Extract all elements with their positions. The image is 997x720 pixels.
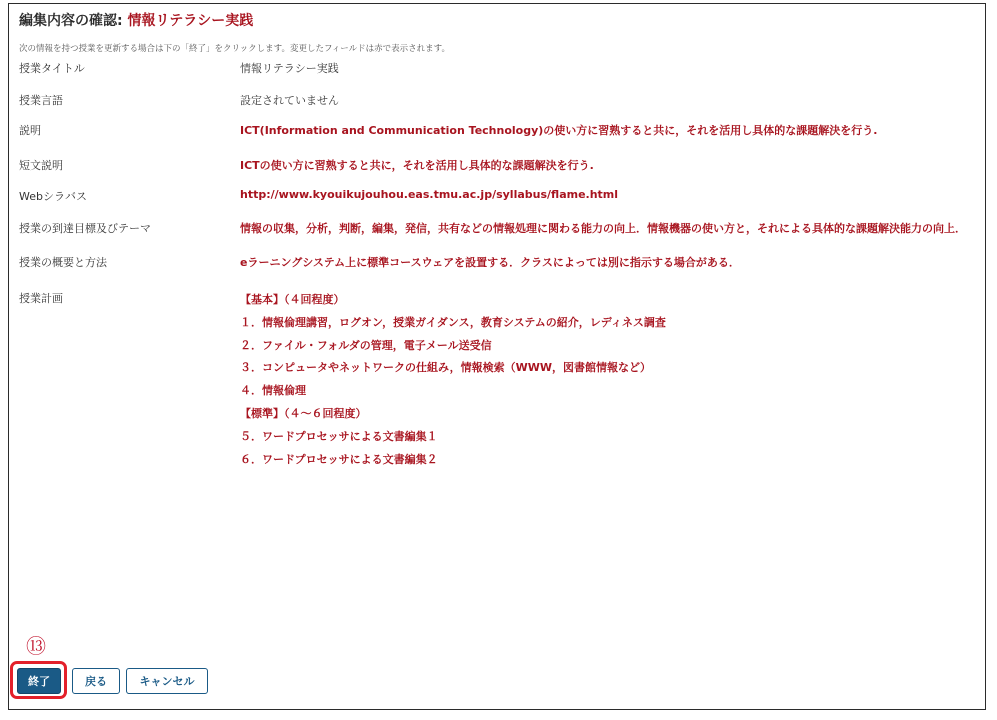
field-label: 授業の概要と方法 — [19, 256, 107, 269]
instruction-text: 次の情報を持つ授業を更新する場合は下の「終了」をクリックします。変更したフィールドは赤で表示されます。 — [19, 44, 450, 54]
list-item: 【標準】（４～６回程度） — [240, 406, 367, 420]
field-row-title — [19, 60, 979, 78]
field-row-goals — [19, 220, 979, 238]
field-label: 授業計画 — [19, 292, 63, 305]
field-label: 授業言語 — [19, 94, 63, 107]
list-item: ４．情報倫理 — [240, 384, 306, 398]
field-label: Webシラバス — [19, 190, 87, 203]
field-label: 授業の到達目標及びテーマ — [19, 222, 151, 235]
list-item: ２．ファイル・フォルダの管理，電子メール送受信 — [240, 338, 492, 352]
field-value: 情報の収集，分析，判断，編集，発信，共有などの情報処理に関わる能力の向上．情報機器の使い方と，それによる具体的な課題解決能力の向上． — [240, 222, 966, 235]
field-row-web-syllabus — [19, 188, 979, 206]
field-value: 情報リテラシー実践 — [240, 62, 339, 75]
lesson-plan-list — [240, 293, 666, 475]
list-item: ５．ワードプロセッサによる文書編集１ — [240, 429, 438, 443]
back-button[interactable]: 戻る — [72, 668, 120, 694]
field-row-overview — [19, 254, 979, 272]
field-value: ICTの使い方に習熟すると共に，それを活用し具体的な課題解決を行う. — [240, 159, 594, 172]
page-title-prefix: 編集内容の確認: — [19, 13, 128, 29]
list-item: ３．コンピュータやネットワークの仕組み，情報検索（WWW，図書館情報など） — [240, 361, 652, 375]
field-label: 授業タイトル — [19, 62, 85, 75]
cancel-button[interactable]: キャンセル — [126, 668, 208, 694]
field-label: 説明 — [19, 124, 41, 137]
list-item: ６．ワードプロセッサによる文書編集２ — [240, 452, 438, 466]
confirmation-panel — [8, 3, 986, 710]
field-row-language — [19, 92, 979, 110]
page-title-course: 情報リテラシー実践 — [127, 13, 254, 29]
field-value: http://www.kyouikujouhou.eas.tmu.ac.jp/syllabus/flame.html — [240, 188, 619, 201]
step-number-annotation: ⑬ — [26, 634, 46, 658]
field-value: eラーニングシステム上に標準コースウェアを設置する．クラスによっては別に指示する場合がある． — [240, 256, 740, 269]
list-item: 【基本】（４回程度） — [240, 293, 345, 306]
field-row-description — [19, 122, 979, 140]
page-title — [19, 10, 253, 30]
finish-button[interactable]: 終了 — [17, 668, 61, 694]
field-value: 設定されていません — [240, 94, 339, 107]
list-item: １．情報倫理講習，ログオン，授業ガイダンス，教育システムの紹介，レディネス調査 — [240, 315, 666, 329]
field-row-short-description — [19, 157, 979, 175]
field-label: 短文説明 — [19, 159, 63, 172]
field-value: ICT(Information and Communication Technology)の使い方に習熟すると共に，それを活用し具体的な課題解決を行う. — [240, 124, 878, 137]
